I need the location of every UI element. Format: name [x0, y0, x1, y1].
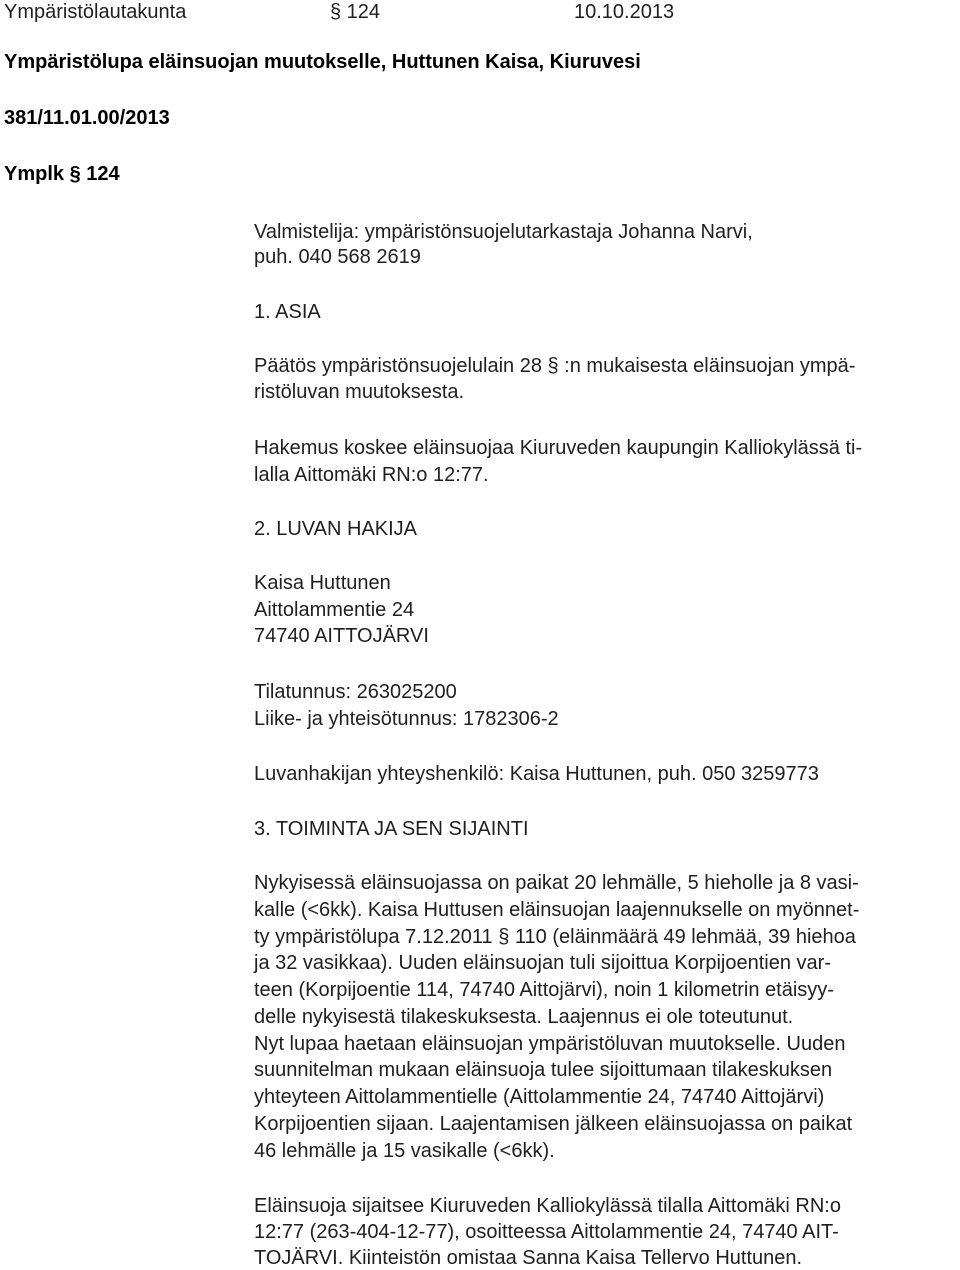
- section-3-line-10: Korpijoentien sijaan. Laajentamisen jälkeen eläinsuojassa on paikat: [254, 1113, 853, 1135]
- section-3-para-2-line-2: 12:77 (263-404-12-77), osoitteessa Aittolammentie 24, 74740 AIT-: [254, 1221, 839, 1243]
- business-id: Liike- ja yhteisötunnus: 1782306-2: [254, 708, 559, 730]
- section-3-line-7: Nyt lupaa haetaan eläinsuojan ympäristöluvan muutokselle. Uuden: [254, 1033, 846, 1055]
- applicant-street: Aittolammentie 24: [254, 599, 415, 621]
- section-1-para-2-line-1: Hakemus koskee eläinsuojaa Kiuruveden kaupungin Kalliokylässä ti-: [254, 437, 863, 459]
- section-1-para-1-line-1: Päätös ympäristönsuojelulain 28 § :n mukaisesta eläinsuojan ympä-: [254, 355, 856, 377]
- applicant-postal: 74740 AITTOJÄRVI: [254, 625, 429, 647]
- section-3-line-3: ty ympäristölupa 7.12.2011 § 110 (eläinmäärä 49 lehmää, 39 hiehoa: [254, 926, 856, 948]
- section-1-heading: 1. ASIA: [254, 301, 321, 323]
- section-reference: Ymplk § 124: [4, 163, 120, 185]
- section-3-line-5: teen (Korpijoentie 114, 74740 Aittojärvi), noin 1 kilometrin etäisyy-: [254, 979, 834, 1001]
- section-3-heading: 3. TOIMINTA JA SEN SIJAINTI: [254, 818, 529, 840]
- section-3-line-11: 46 lehmälle ja 15 vasikalle (<6kk).: [254, 1140, 555, 1162]
- committee-name: Ympäristölautakunta: [4, 1, 187, 23]
- contact-person: Luvanhakijan yhteyshenkilö: Kaisa Huttunen, puh. 050 3259773: [254, 763, 819, 785]
- section-3-para-2-line-1: Eläinsuoja sijaitsee Kiuruveden Kalliokylässä tilalla Aittomäki RN:o: [254, 1195, 841, 1217]
- applicant-name: Kaisa Huttunen: [254, 572, 391, 594]
- case-number: 381/11.01.00/2013: [4, 107, 170, 129]
- section-1-para-1-line-2: ristöluvan muutoksesta.: [254, 381, 465, 403]
- section-number: § 124: [330, 1, 381, 23]
- section-1-para-2-line-2: lalla Aittomäki RN:o 12:77.: [254, 464, 489, 486]
- section-3-line-6: delle nykyisestä tilakeskuksesta. Laajennus ei ole toteutunut.: [254, 1006, 794, 1028]
- meeting-date: 10.10.2013: [574, 1, 675, 23]
- section-3-line-9: yhteyteen Aittolammentielle (Aittolammentie 24, 74740 Aittojärvi): [254, 1086, 825, 1108]
- section-3-line-2: kalle (<6kk). Kaisa Huttusen eläinsuojan laajennukselle on myönnet-: [254, 899, 860, 921]
- section-3-line-1: Nykyisessä eläinsuojassa on paikat 20 lehmälle, 5 hieholle ja 8 vasi-: [254, 872, 859, 894]
- document-title: Ympäristölupa eläinsuojan muutokselle, Huttunen Kaisa, Kiuruvesi: [4, 51, 641, 73]
- section-3-para-2-line-3: TOJÄRVI. Kiinteistön omistaa Sanna Kaisa Tellervo Huttunen.: [254, 1247, 803, 1269]
- farm-id: Tilatunnus: 263025200: [254, 681, 457, 703]
- section-3-line-4: ja 32 vasikkaa). Uuden eläinsuojan tuli sijoittua Korpijoentien var-: [254, 952, 831, 974]
- section-2-heading: 2. LUVAN HAKIJA: [254, 518, 418, 540]
- preparer-line-2: puh. 040 568 2619: [254, 246, 421, 268]
- preparer-line-1: Valmistelija: ympäristönsuojelutarkastaja Johanna Narvi,: [254, 221, 753, 243]
- section-3-line-8: suunnitelman mukaan eläinsuoja tulee sijoittumaan tilakeskuksen: [254, 1059, 833, 1081]
